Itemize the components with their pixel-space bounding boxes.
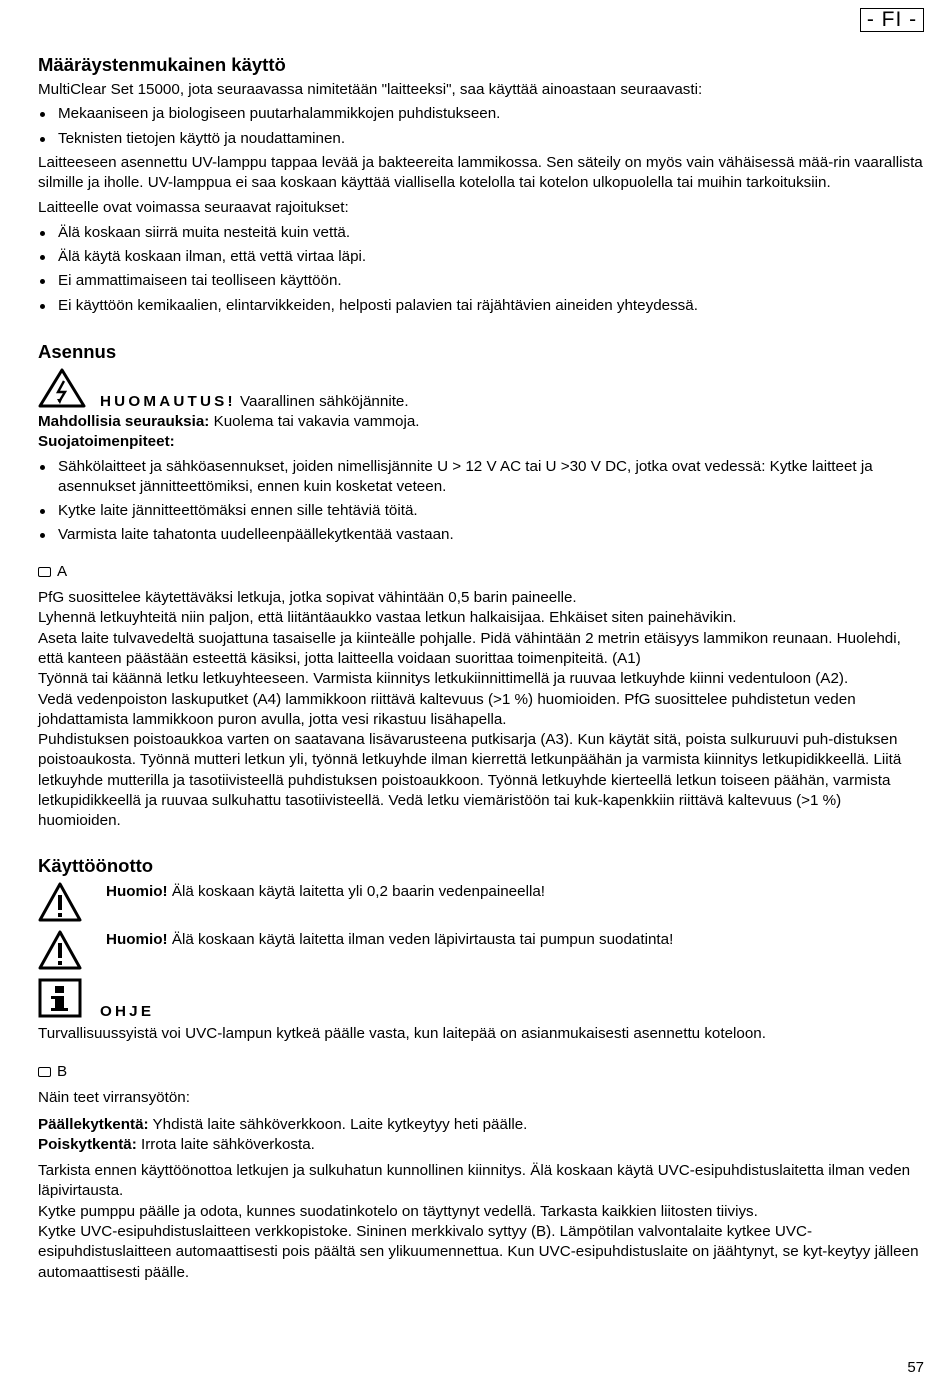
section-title-intended-use: Määräystenmukainen käyttö	[38, 54, 286, 75]
list-item: Ei käyttöön kemikaalien, elintarvikkeiden, helposti palavien tai räjähtävien aineiden yhteydessä.	[38, 296, 928, 316]
list-item: Älä käytä koskaan ilman, että vettä virtaa läpi.	[38, 247, 928, 267]
installation-paragraph: Vedä vedenpoiston laskuputket (A4) lammikkoon riittävä kaltevuus (>1 %) huomioiden. PfG suosittelee puhdistetun veden johdattamista lammikkoon puron avulla, jotta vesi rikastuu lisähapella.	[38, 690, 856, 728]
page-content	[38, 0, 928, 1283]
figure-icon	[38, 567, 51, 577]
protection-label: Suojatoimenpiteet:	[38, 433, 175, 451]
power-off-line	[38, 1135, 928, 1155]
note-text: Turvallisuussyistä voi UVC-lampun kytkeä päälle vasta, kun laitepää on asianmukaisesti asennettu koteloon.	[38, 1024, 766, 1042]
pressure-warning	[38, 882, 928, 930]
consequences-text: Kuolema tai vakavia vammoja.	[209, 412, 420, 430]
warning-text: Vaarallinen sähköjännite.	[235, 392, 409, 410]
power-off-text: Irrota laite sähköverkosta.	[136, 1135, 315, 1153]
figure-ref-a	[38, 562, 928, 582]
section-title-installation: Asennus	[38, 340, 117, 362]
flow-warning	[38, 930, 928, 978]
power-on-label: Päällekytkentä:	[38, 1115, 149, 1133]
note-block	[38, 978, 928, 1024]
info-icon	[38, 978, 82, 1018]
power-on-text: Yhdistä laite sähköverkkoon. Laite kytkeytyy heti päälle.	[148, 1115, 528, 1133]
page-number: 57	[907, 1359, 924, 1376]
installation-paragraph: Puhdistuksen poistoaukkoa varten on saatavana lisävarusteena putkisarja (A3). Kun käytät sitä, poista sulkuruuvi puh-distuksen poistoaukosta. Työnnä mutteri letkun yli, työnnä letkuyhde ilman kierrettä letkunpäähän ja varmista kiinnitys letkupidikkeellä. Liitä letkuyhde mutterilla ja tasotiivisteellä puhdistuksen poistoaukkoon. Työnnä letkuyhde kierteellä letkun toiseen päähän, varmista letkupidikkeellä ja ruuvaa sulkuhattu tasotiivisteellä. Vedä letku viemäristöön tai kuk-kapenkkiin riittävä kaltevuus (>1 %) huomioiden.	[38, 731, 902, 830]
warning-text: Älä koskaan käytä laitetta ilman veden läpivirtausta tai pumpun suodatinta!	[167, 930, 674, 948]
note-label: OHJE	[100, 1002, 155, 1020]
figure-icon	[38, 1067, 51, 1077]
section-title-commissioning: Käyttöönotto	[38, 854, 154, 876]
warning-text: Älä koskaan käytä laitetta yli 0,2 baarin vedenpaineella!	[167, 882, 545, 900]
power-off-label: Poiskytkentä:	[38, 1135, 137, 1153]
warning-triangle-icon	[38, 882, 82, 922]
installation-paragraph: Aseta laite tulvavedeltä suojattuna tasaiselle ja kiinteälle pohjalle. Pidä vähintään 2 metrin etäisyys lammikon reunaan. Huolehdi, että kanteen päästään esteettä käsiksi, jotta laitteella voidaan suorittaa toimenpiteitä. (A1)	[38, 629, 901, 667]
list-item: Ei ammattimaiseen tai teolliseen käyttöön.	[38, 271, 928, 291]
restrictions-intro: Laitteelle ovat voimassa seuraavat rajoitukset:	[38, 199, 349, 217]
power-on-line	[38, 1115, 928, 1135]
installation-paragraph: Työnnä tai käännä letku letkuyhteeseen. Varmista kiinnitys letkukiinnittimellä ja ruuvaa letkuyhde kiinni vedentuloon (A2).	[38, 670, 849, 688]
commissioning-paragraph: Kytke UVC-esipuhdistuslaitteen verkkopistoke. Sininen merkkivalo syttyy (B). Lämpötilan valvontalaite kytkee UVC-esipuhdistuslaitteen automaattisesti pois päältä sen ylikuumennettua. Kun UVC-esipuhdistuslaite on jäähtynyt, se kyt-keytyy jälleen automaattisesti päälle.	[38, 1222, 919, 1281]
power-intro: Näin teet virransyötön:	[38, 1089, 190, 1107]
language-tab: - FI -	[860, 8, 924, 32]
figure-label: B	[57, 1062, 68, 1080]
electric-hazard-icon	[38, 368, 86, 408]
warning-label: Huomio!	[106, 882, 168, 900]
intended-use-intro: MultiClear Set 15000, jota seuraavassa nimitetään "laitteeksi", saa käyttää ainoastaan seuraavasti:	[38, 81, 703, 98]
voltage-warning	[38, 368, 928, 412]
protection-list	[38, 457, 928, 546]
intended-use-list	[38, 104, 928, 149]
commissioning-paragraph: Kytke pumppu päälle ja odota, kunnes suodatinkotelo on täyttynyt vedellä. Tarkasta kaikkien liitosten tiiviys.	[38, 1202, 758, 1220]
uv-lamp-paragraph: Laitteeseen asennettu UV-lamppu tappaa levää ja bakteereita lammikossa. Sen säteily on myös vain vähäisessä mää-rin vaarallista silmille ja iholle. UV-lamppua ei saa koskaan käyttää viallisella kotelolla tai kotelon ulkopuolella tai muihin tarkoituksiin.	[38, 153, 923, 192]
installation-paragraph: Lyhennä letkuyhteitä niin paljon, että liitäntäaukko vastaa letkun halkaisijaa. Ehkäiset siten painehävikin.	[38, 609, 737, 627]
list-item: Mekaaniseen ja biologiseen puutarhalammikkojen puhdistukseen.	[38, 104, 928, 124]
list-item: Varmista laite tahatonta uudelleenpäällekytkentää vastaan.	[38, 525, 928, 545]
installation-paragraph: PfG suosittelee käytettäväksi letkuja, jotka sopivat vähintään 0,5 barin paineelle.	[38, 589, 577, 607]
list-item: Älä koskaan siirrä muita nesteitä kuin vettä.	[38, 223, 928, 243]
warning-triangle-icon	[38, 930, 82, 970]
list-item: Teknisten tietojen käyttö ja noudattaminen.	[38, 129, 928, 149]
consequences-line	[38, 412, 928, 432]
list-item: Sähkölaitteet ja sähköasennukset, joiden nimellisjännite U > 12 V AC tai U >30 V DC, jotka ovat vedessä: Kytke laitteet ja asennukset jännitteettömiksi, ennen kuin kosketat veteen.	[38, 457, 928, 498]
list-item: Kytke laite jännitteettömäksi ennen sille tehtäviä töitä.	[38, 501, 928, 521]
restrictions-list	[38, 223, 928, 316]
warning-label: HUOMAUTUS!	[100, 392, 236, 410]
warning-label: Huomio!	[106, 930, 168, 948]
commissioning-paragraph: Tarkista ennen käyttöönottoa letkujen ja sulkuhatun kunnollinen kiinnitys. Älä koskaan käytä UVC-esipuhdistuslaitetta ilman veden läpivirtausta.	[38, 1162, 911, 1200]
figure-ref-b	[38, 1062, 928, 1082]
consequences-label: Mahdollisia seurauksia:	[38, 412, 210, 430]
figure-label: A	[57, 562, 68, 580]
